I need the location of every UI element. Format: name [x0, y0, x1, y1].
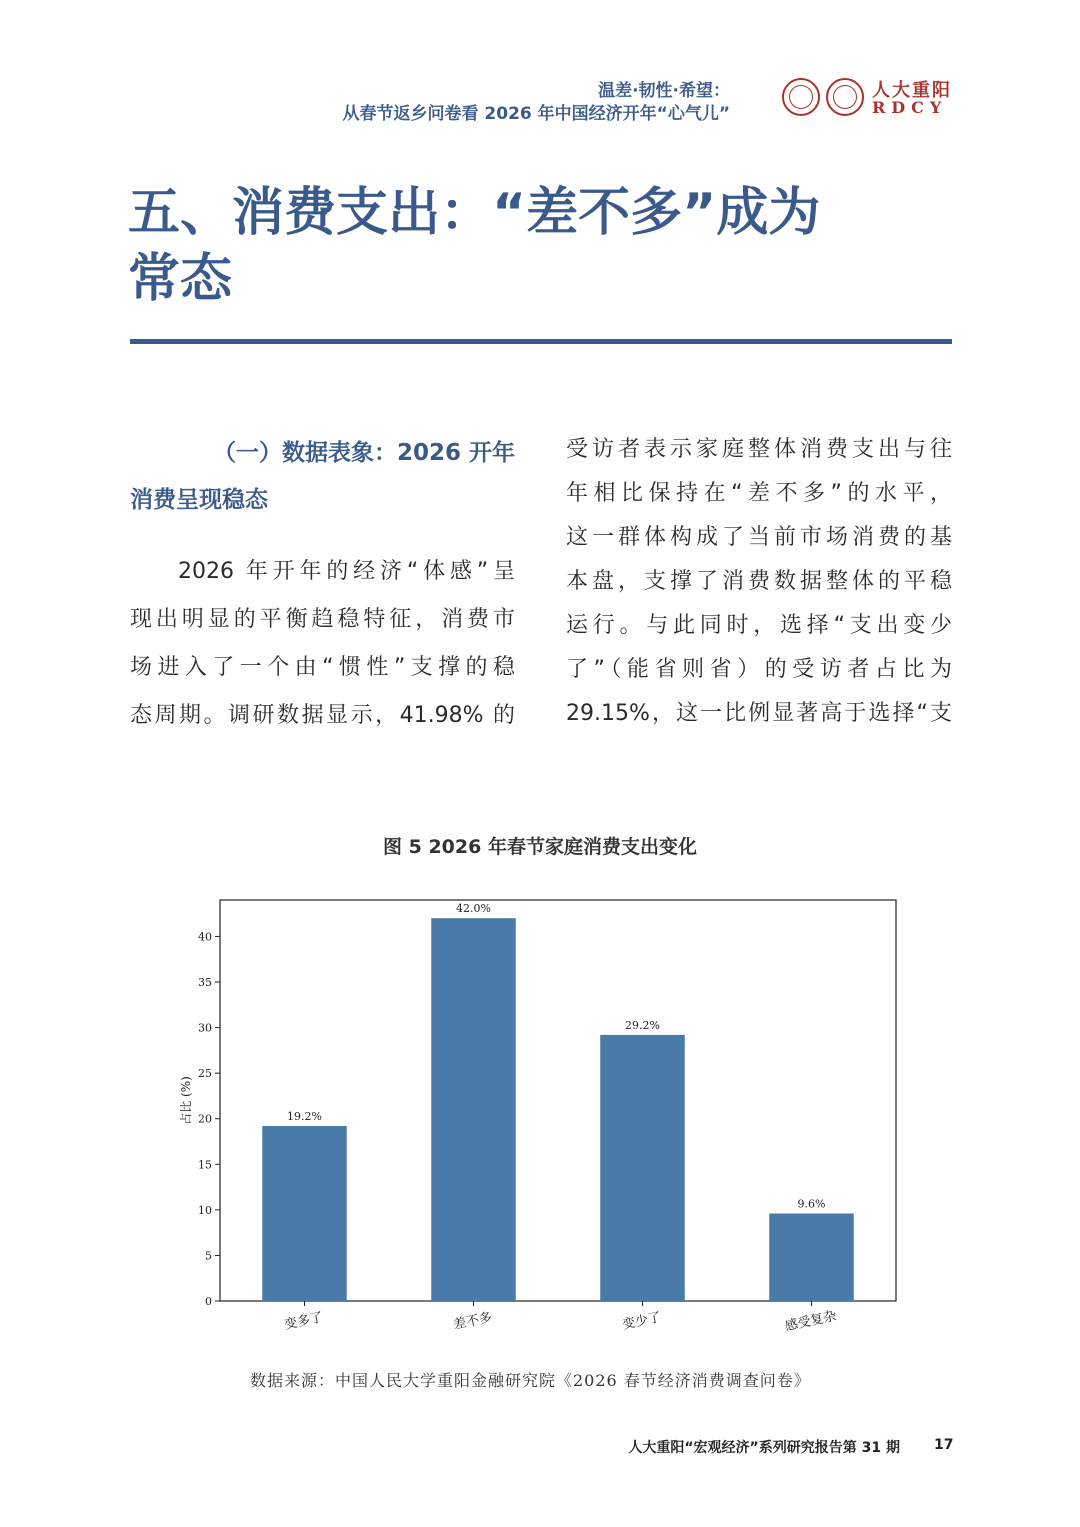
- y-tick-label: 30: [198, 1021, 212, 1035]
- subheading-line1: （一）数据表象：2026 开年: [212, 440, 515, 466]
- x-tick-label: 变少了: [621, 1310, 663, 1333]
- body-line: 现出明显的平衡趋稳特征，消费市: [130, 607, 515, 632]
- bar-value-label: 42.0%: [456, 902, 491, 916]
- body-line: 年相比保持在“差不多”的水平，: [566, 481, 952, 506]
- bar-value-label: 9.6%: [797, 1197, 826, 1211]
- y-tick-label: 25: [198, 1067, 212, 1081]
- y-tick-label: 0: [205, 1295, 212, 1308]
- bar-value-label: 19.2%: [287, 1110, 322, 1124]
- bar: [600, 1035, 685, 1301]
- x-tick-label: 感受复杂: [783, 1308, 838, 1335]
- y-tick-label: 5: [205, 1249, 212, 1263]
- logo-chinese-name: 人大重阳: [872, 80, 952, 101]
- logo-english-name: RDCY: [872, 98, 948, 117]
- y-tick-label: 40: [198, 930, 212, 944]
- header-report-title: 从春节返乡问卷看 2026 年中国经济开年“心气儿”: [342, 104, 730, 124]
- section-title: [128, 180, 928, 312]
- figure-title: 图 5 2026 年春节家庭消费支出变化: [383, 836, 697, 858]
- body-paragraph-right: [566, 428, 952, 736]
- footer-series-title: 人大重阳“宏观经济”系列研究报告第 31 期: [628, 1440, 900, 1456]
- body-line: 2026 年开年的经济“体感”呈: [178, 559, 515, 584]
- subsection-heading: [130, 430, 515, 524]
- body-line: 受访者表示家庭整体消费支出与往: [566, 437, 952, 462]
- x-tick-label: 差不多: [452, 1310, 494, 1333]
- body-line: 了”（能省则省）的受访者占比为: [566, 657, 952, 682]
- title-divider: [130, 339, 952, 344]
- bar: [431, 918, 516, 1301]
- y-axis-label: 占比 (%): [179, 1076, 193, 1125]
- y-tick-label: 35: [198, 976, 212, 990]
- x-tick-label: 变多了: [283, 1310, 325, 1333]
- y-tick-label: 10: [198, 1203, 212, 1217]
- rdcy-logo: [782, 78, 957, 118]
- bar: [769, 1214, 854, 1301]
- bar-chart: [160, 880, 920, 1360]
- body-line: 这一群体构成了当前市场消费的基: [566, 525, 952, 550]
- y-tick-label: 20: [198, 1112, 212, 1126]
- subheading-line2: 消费呈现稳态: [130, 487, 268, 513]
- body-paragraph-left: [130, 548, 515, 740]
- section-title-line1: 五、消费支出：“差不多”成为: [128, 183, 821, 243]
- running-header: [343, 80, 731, 126]
- rdcy-seal-icon: [826, 78, 864, 116]
- data-source-note: 数据来源：中国人民大学重阳金融研究院《2026 春节经济消费调查问卷》: [250, 1371, 811, 1390]
- section-title-line2: 常态: [128, 249, 233, 309]
- bar-value-label: 29.2%: [625, 1018, 660, 1032]
- body-line: 本盘，支撑了消费数据整体的平稳: [566, 569, 952, 594]
- university-seal-icon: [782, 78, 820, 116]
- header-subtitle: 温差·韧性·希望：: [598, 81, 730, 101]
- body-line: 29.15%，这一比例显著高于选择“支: [566, 701, 952, 726]
- y-tick-label: 15: [198, 1158, 212, 1172]
- bar: [262, 1126, 347, 1301]
- body-line: 运行。与此同时，选择“支出变少: [566, 613, 952, 638]
- body-line: 态周期。调研数据显示，41.98% 的: [130, 703, 515, 728]
- page-number: 17: [934, 1437, 954, 1453]
- body-line: 场进入了一个由“惯性”支撑的稳: [130, 655, 515, 680]
